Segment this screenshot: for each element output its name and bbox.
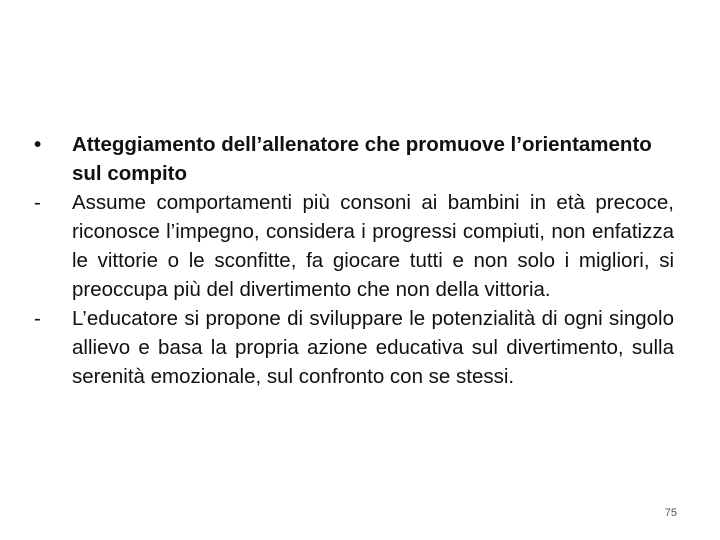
bullet-marker: • bbox=[34, 133, 42, 156]
dash-item-text: L’educatore si propone di sviluppare le potenzialità di ogni singolo allievo e basa la propria azione educativa sul divertimento, sulla serenità emozionale, sul confronto con se stessi. bbox=[72, 307, 674, 388]
dash-item-assume bbox=[34, 188, 674, 304]
dash-marker: - bbox=[34, 191, 41, 214]
page-number: 75 bbox=[664, 507, 677, 519]
dash-item-text: Assume comportamenti più consoni ai bambini in età precoce, riconosce l’impegno, considera i progressi compiuti, non enfatizza le vittorie o le sconfitte, fa giocare tutti e non solo i migliori, si preoccupa più del divertimento che non della vittoria. bbox=[72, 191, 674, 301]
bullet-heading bbox=[34, 130, 674, 188]
slide-content bbox=[34, 130, 674, 391]
heading-text: Atteggiamento dell’allenatore che promuove l’orientamento sul compito bbox=[72, 133, 652, 185]
dash-marker: - bbox=[34, 307, 41, 330]
dash-item-educatore bbox=[34, 304, 674, 391]
